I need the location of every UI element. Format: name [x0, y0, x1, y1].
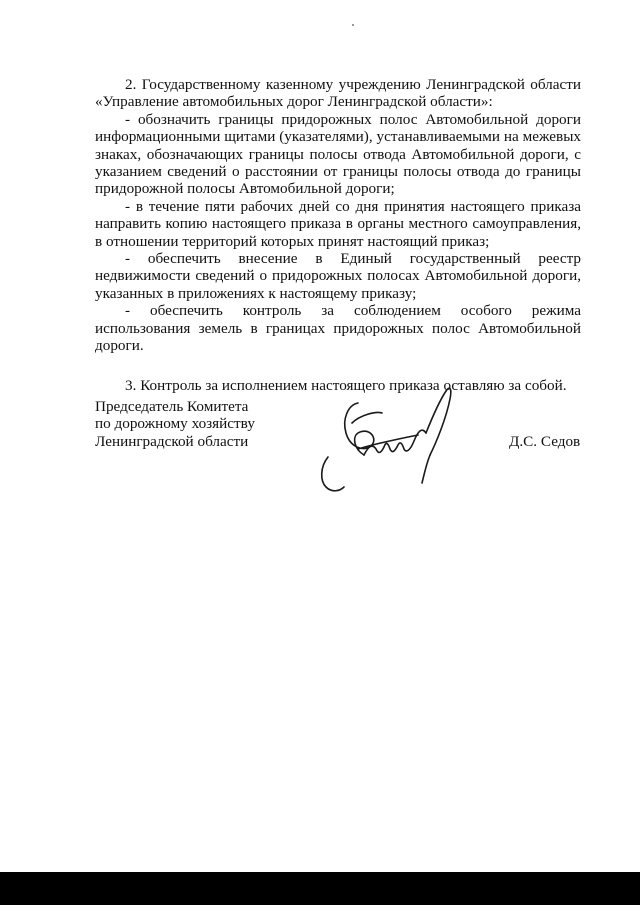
- signatory-title-line: по дорожному хозяйству: [95, 415, 255, 433]
- paragraph-mark-boundaries: - обозначить границы придорожных полос Автомобильной дороги информационными щитами (указателями), устанавливаемыми на межевых знаках, обозначающих границы полосы отвода Автомобильной дороги, с указанием сведений о расстоянии от границы полосы отвода до границы придорожной полосы Автомобильной дороги;: [95, 110, 581, 198]
- signatory-title-line: Председатель Комитета: [95, 398, 249, 415]
- paragraph-send-copy: - в течение пяти рабочих дней со дня принятия настоящего приказа направить копию настоящего приказа в органы местного самоуправления, в отношении территорий которых принят настоящий приказ;: [95, 197, 581, 250]
- document-body: [95, 76, 581, 394]
- paragraph-register-entry: - обеспечить внесение в Единый государственный реестр недвижимости сведений о придорожных полосах Автомобильной дороги, указанных в приложениях к настоящему приказу;: [95, 250, 581, 302]
- scan-speck: [352, 24, 354, 26]
- signatory-title: [95, 398, 255, 450]
- paragraph-item-3: 3. Контроль за исполнением настоящего приказа оставляю за собой.: [125, 376, 567, 394]
- signatory-title-line: Ленинградской области: [95, 432, 249, 450]
- paragraph-control-regime: - обеспечить контроль за соблюдением особого режима использования земель в границах придорожных полос Автомобильной дороги.: [95, 302, 581, 355]
- scan-edge-bar: [0, 872, 640, 905]
- paragraph-item-2: 2. Государственному казенному учреждению Ленинградской области «Управление автомобильных дорог Ленинградской области»:: [95, 76, 581, 111]
- signatory-name: Д.С. Седов: [509, 433, 581, 450]
- handwritten-signature: [318, 383, 468, 495]
